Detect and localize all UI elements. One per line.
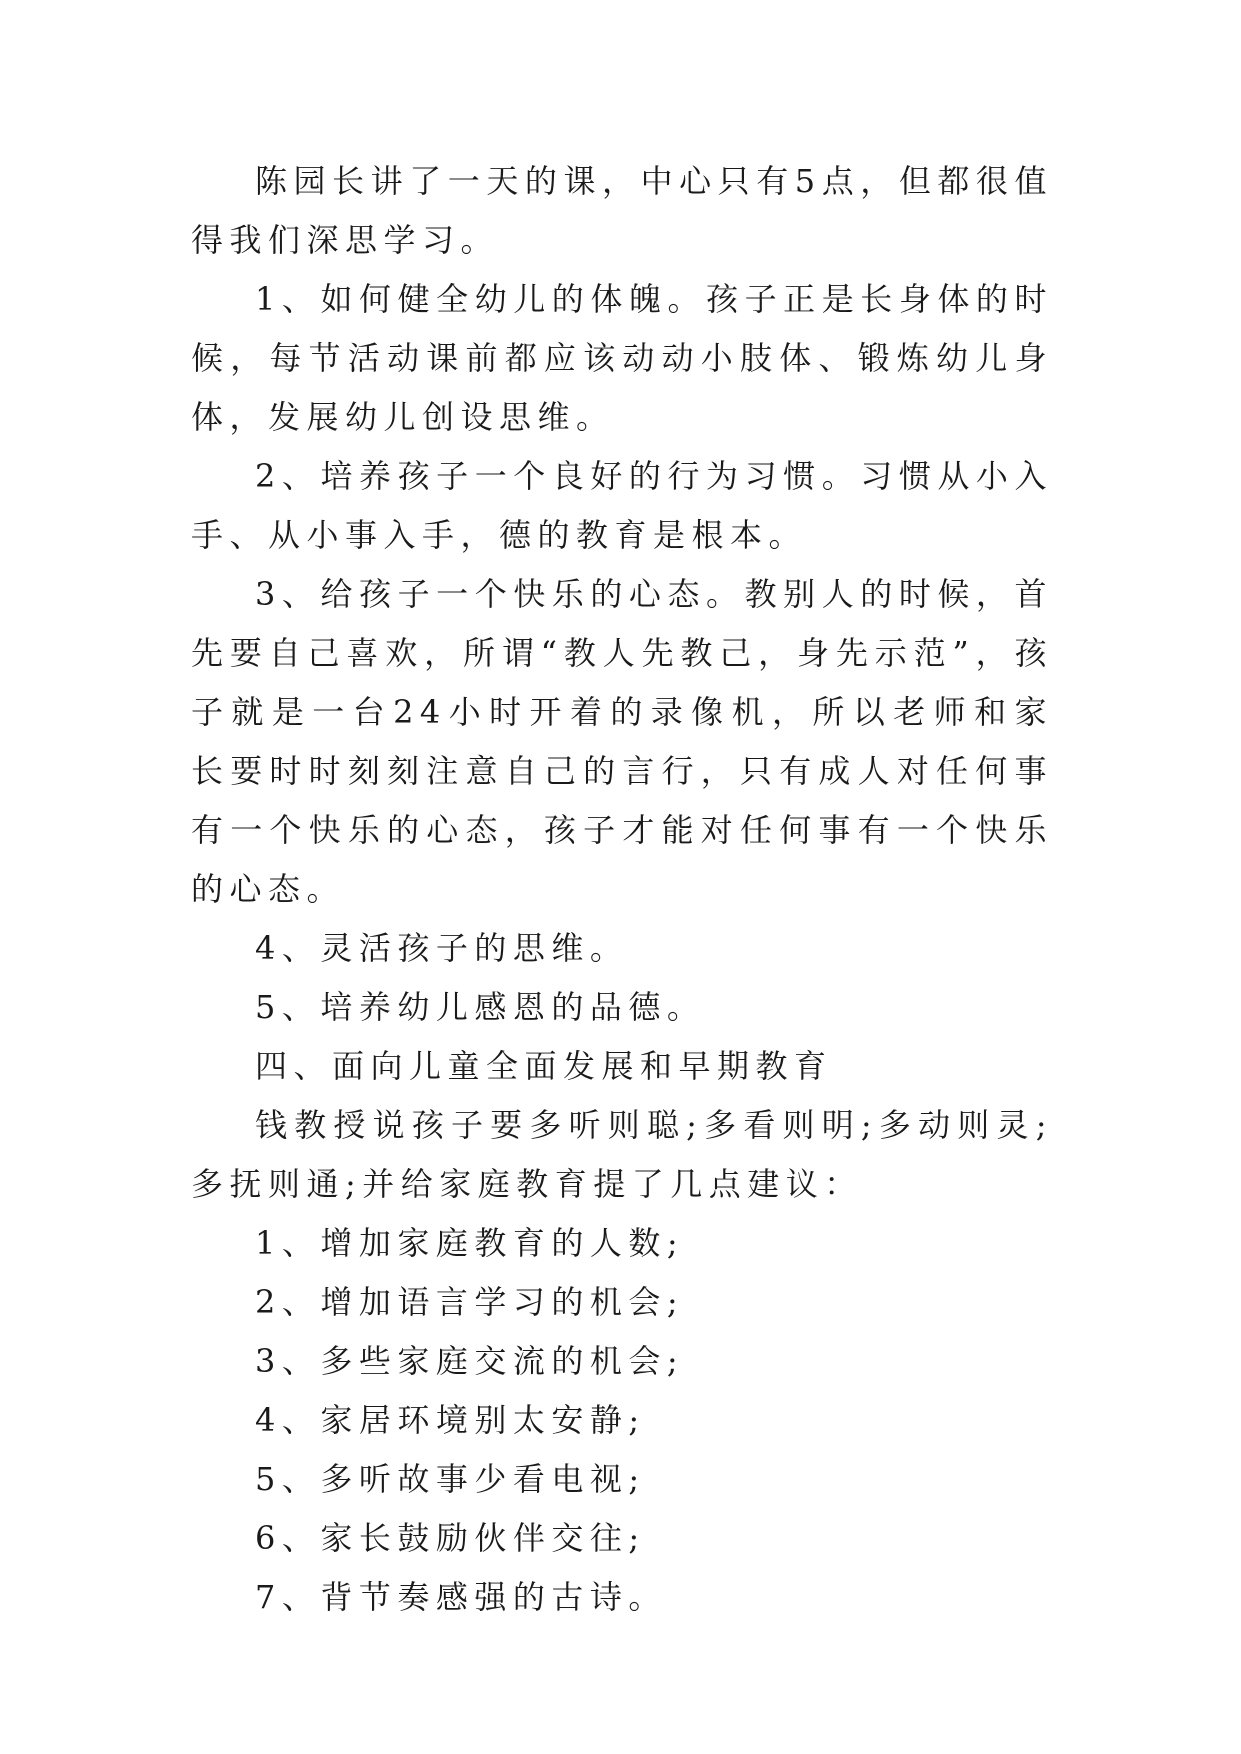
section-heading: 四、面向儿童全面发展和早期教育 <box>255 1047 833 1085</box>
document-body <box>191 152 1053 1627</box>
paragraph-intro: 陈园长讲了一天的课，中心只有5点，但都很值得我们深思学习。 <box>191 162 1053 259</box>
paragraph-point-5: 5、培养幼儿感恩的品德。 <box>255 988 706 1026</box>
paragraph-point-3: 3、给孩子一个快乐的心态。教别人的时候，首先要自己喜欢，所谓“教人先教己，身先示范”，孩子就是一台24小时开着的录像机，所以老师和家长要时时刻刻注意自己的言行，只有成人对任何事有一个快乐的心态，孩子才能对任何事有一个快乐的心态。 <box>191 575 1053 908</box>
list-item-suggestion-7: 7、背节奏感强的古诗。 <box>255 1578 667 1616</box>
list-item-suggestion-6: 6、家长鼓励伙伴交往; <box>255 1519 646 1557</box>
paragraph-suggestions-intro: 钱教授说孩子要多听则聪;多看则明;多动则灵;多抚则通;并给家庭教育提了几点建议： <box>191 1106 1053 1203</box>
list-item-suggestion-1: 1、增加家庭教育的人数; <box>255 1224 685 1262</box>
list-item-suggestion-4: 4、家居环境别太安静; <box>255 1401 646 1439</box>
list-item-suggestion-3: 3、多些家庭交流的机会; <box>255 1342 685 1380</box>
list-item-suggestion-2: 2、增加语言学习的机会; <box>255 1283 685 1321</box>
paragraph-point-1: 1、如何健全幼儿的体魄。孩子正是长身体的时候，每节活动课前都应该动动小肢体、锻炼幼儿身体，发展幼儿创设思维。 <box>191 280 1053 436</box>
list-item-suggestion-5: 5、多听故事少看电视; <box>255 1460 646 1498</box>
paragraph-point-2: 2、培养孩子一个良好的行为习惯。习惯从小入手、从小事入手，德的教育是根本。 <box>191 457 1053 554</box>
paragraph-point-4: 4、灵活孩子的思维。 <box>255 929 629 967</box>
